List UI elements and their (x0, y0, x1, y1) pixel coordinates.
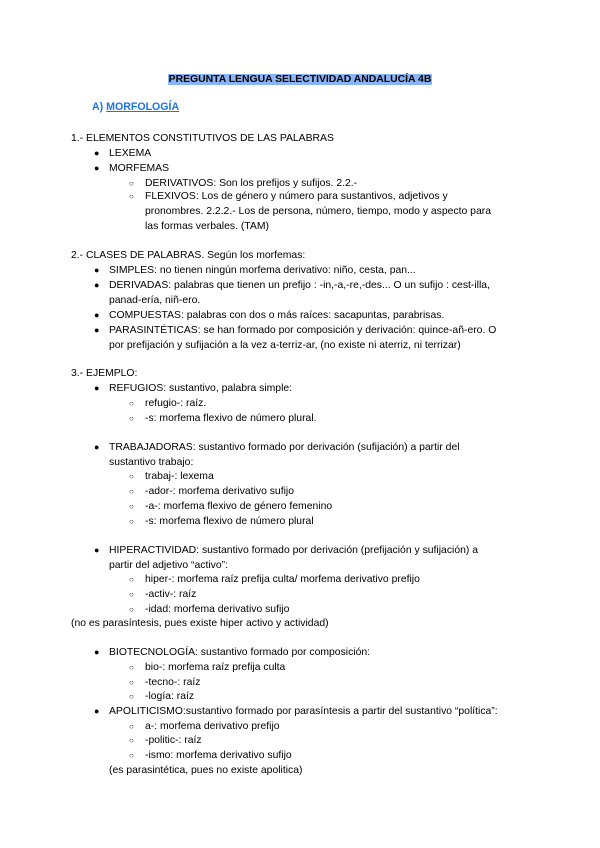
bullet: ● (94, 647, 100, 657)
list-item-cont: por prefijación y sufijación a la vez a-terriz-ar, (no existe ni aterriz, ni terrizar) (109, 340, 461, 351)
list-item: DERIVATIVOS: Son los prefijos y sufijos. 2.2.- (145, 178, 358, 189)
bullet: ● (94, 280, 100, 290)
list-item: -logía: raíz (145, 691, 195, 702)
sub-bullet: ○ (129, 575, 134, 584)
sub-bullet: ○ (129, 517, 134, 526)
sub-bullet: ○ (129, 663, 134, 672)
sub-bullet: ○ (129, 590, 134, 599)
list-item: BIOTECNOLOGÍA: sustantivo formado por composición: (109, 647, 371, 658)
list-item: -ismo: morfema derivativo sufijo (145, 750, 292, 761)
bullet: ● (94, 442, 100, 452)
list-item: MORFEMAS (109, 163, 170, 174)
list-item: TRABAJADORAS: sustantivo formado por derivación (sufijación) a partir del (109, 442, 460, 453)
list-item-cont: pronombres. 2.2.2.- Los de persona, número, tiempo, modo y aspecto para (145, 206, 491, 217)
bullet: ● (94, 545, 100, 555)
bullet: ● (94, 383, 100, 393)
list-item: APOLITICISMO:sustantivo formado por parasíntesis a partir del sustantivo “política”: (109, 706, 498, 717)
list-item: hiper-: morfema raíz prefija culta/ morfema derivativo prefijo (145, 574, 420, 585)
list-item-cont: panad-ería, niñ-ero. (109, 295, 201, 306)
list-item: -a-: morfema flexivo de género femenino (145, 501, 333, 512)
list-item: SIMPLES: no tienen ningún morfema derivativo: niño, cesta, pan... (109, 265, 416, 276)
list-item: REFUGIOS: sustantivo, palabra simple: (109, 383, 293, 394)
bullet: ● (94, 706, 100, 716)
sub-bullet: ○ (129, 414, 134, 423)
list-item: a-: morfema derivativo prefijo (145, 721, 280, 732)
section-heading (92, 100, 179, 115)
sub-bullet: ○ (129, 487, 134, 496)
list-item: -s: morfema flexivo de número plural. (145, 413, 317, 424)
list-item: FLEXIVOS: Los de género y número para sustantivos, adjetivos y (145, 191, 448, 202)
bullet: ● (94, 163, 100, 173)
sub-bullet: ○ (129, 678, 134, 687)
sub-bullet: ○ (129, 179, 134, 188)
list-item-cont: las formas verbales. (TAM) (145, 221, 269, 232)
sub-bullet: ○ (129, 751, 134, 760)
list-item-cont: sustantivo trabajo: (109, 457, 194, 468)
list-item: -ador-: morfema derivativo sufijo (145, 486, 294, 497)
list-item: DERIVADAS: palabras que tienen un prefijo : -in,-a,-re,-des... O un sufijo : cest-illa, (109, 280, 490, 291)
list-item: -idad: morfema derivativo sufijo (145, 604, 290, 615)
note: (no es parasíntesis, pues existe hiper activo y actividad) (71, 618, 329, 629)
list-item: -tecno-: raíz (145, 677, 201, 688)
page-title (0, 73, 600, 87)
list-item: refugio-: raíz. (145, 398, 207, 409)
bullet: ● (94, 325, 100, 335)
list-item-cont: partir del adjetivo “activo”: (109, 560, 228, 571)
list-item: -politic-: raíz (145, 735, 202, 746)
sub-bullet: ○ (129, 722, 134, 731)
part2-heading: 2.- CLASES DE PALABRAS. Según los morfemas: (71, 250, 306, 261)
part1-heading: 1.- ELEMENTOS CONSTITUTIVOS DE LAS PALABRAS (71, 133, 334, 144)
sub-bullet: ○ (129, 472, 134, 481)
section-letter: A) (92, 101, 104, 113)
page-title-text: PREGUNTA LENGUA SELECTIVIDAD ANDALUCÍA 4B (168, 74, 432, 85)
sub-bullet: ○ (129, 692, 134, 701)
sub-bullet: ○ (129, 736, 134, 745)
sub-bullet: ○ (129, 502, 134, 511)
list-item: PARASINTÉTICAS: se han formado por composición y derivación: quince-añ-ero. O (109, 325, 497, 336)
sub-bullet: ○ (129, 605, 134, 614)
list-item: LEXEMA (109, 148, 152, 159)
bullet: ● (94, 148, 100, 158)
sub-bullet: ○ (129, 399, 134, 408)
bullet: ● (94, 310, 100, 320)
list-item: HIPERACTIVIDAD: sustantivo formado por derivación (prefijación y sufijación) a (109, 545, 479, 556)
part3-heading: 3.- EJEMPLO: (71, 368, 138, 379)
bullet: ● (94, 265, 100, 275)
section-name: MORFOLOGÍA (106, 101, 180, 113)
note: (es parasintética, pues no existe apolitica) (109, 765, 303, 776)
sub-bullet: ○ (129, 192, 134, 201)
list-item: bio-: morfema raíz prefija culta (145, 662, 286, 673)
list-item: COMPUESTAS: palabras con dos o más raíces: sacapuntas, parabrisas. (109, 310, 445, 321)
list-item: trabaj-: lexema (145, 471, 214, 482)
list-item: -s: morfema flexivo de número plural (145, 516, 314, 527)
list-item: -activ-: raíz (145, 589, 197, 600)
